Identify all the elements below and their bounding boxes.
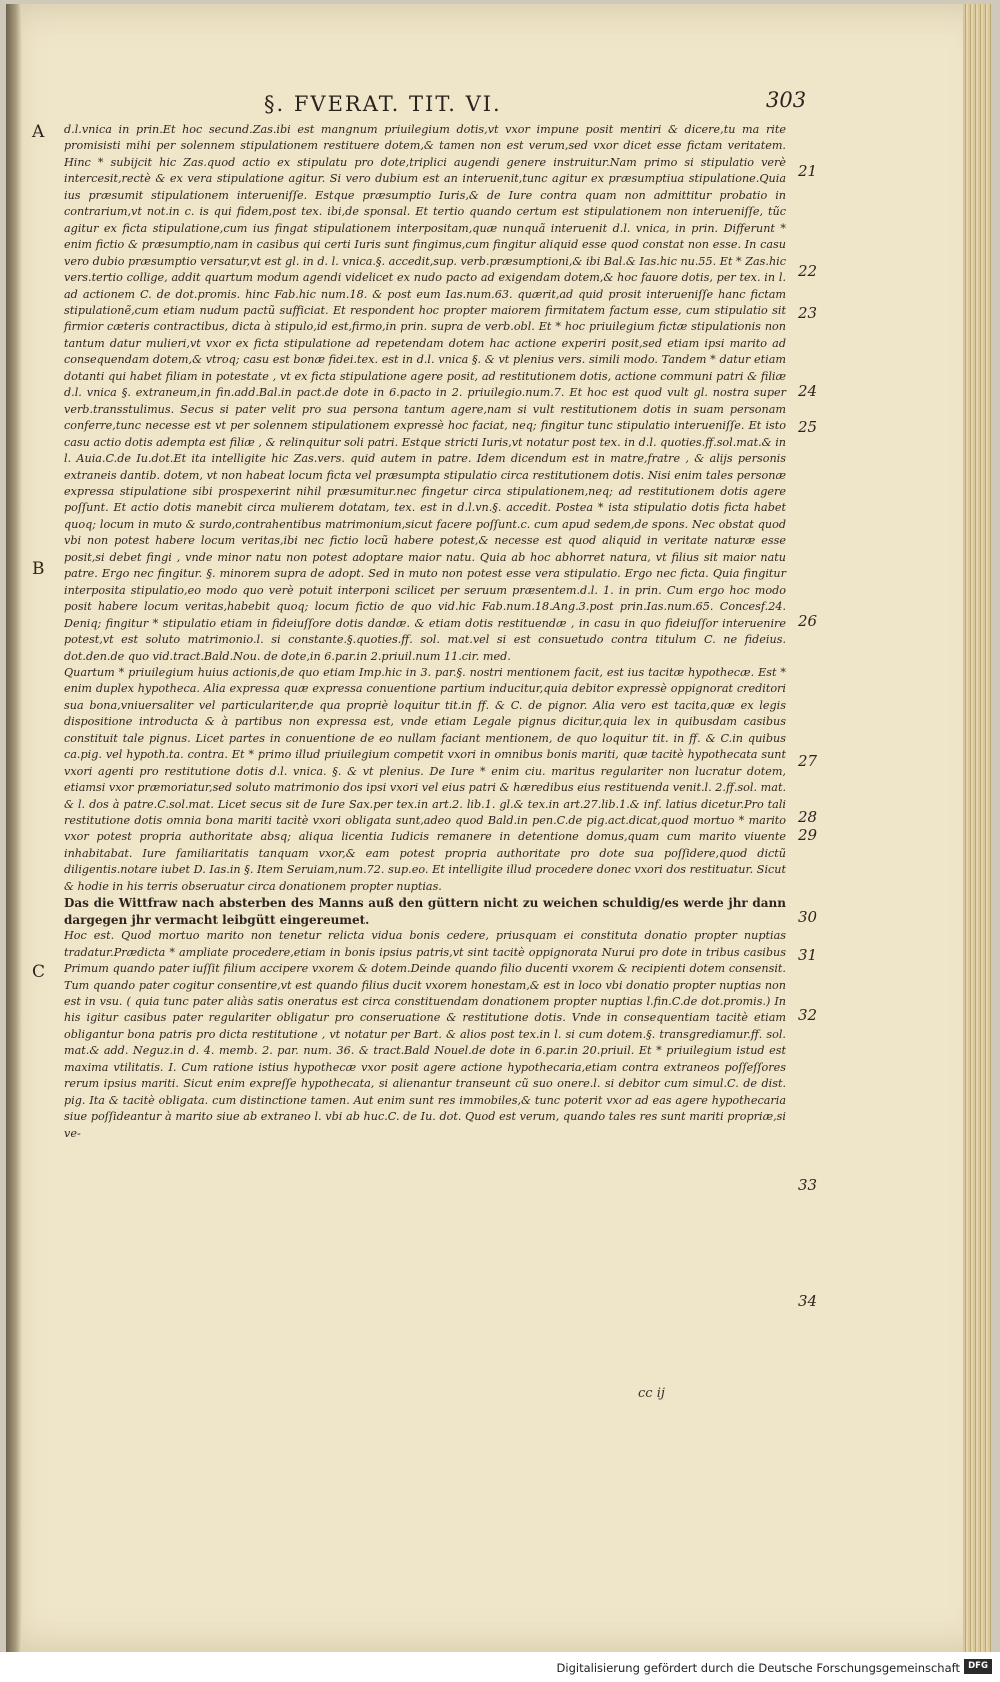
margin-number: 32: [798, 1006, 818, 1024]
margin-number: 31: [798, 946, 818, 964]
margin-number: 28: [798, 808, 818, 826]
margin-number: 22: [798, 262, 818, 280]
side-letter-b: B: [32, 559, 45, 579]
margin-number: 30: [798, 908, 818, 926]
margin-number: 27: [798, 752, 818, 770]
footer-bar: [0, 1652, 1000, 1682]
text-paragraph: d.l.vnica in prin.Et hoc secund.Zas.ibi est mangnum priuilegium dotis,vt vxor impune posit mentiri & dicere,tu ma rite promisisti mihi per solennem stipulationem restituere dotem,& tamen non est verum,sed vxor dicet esse fictam veritatem. Hinc * subijcit hic Zas.quod actio ex stipulatu pro dote,triplici augendi genere instruitur.Nam primo si stipulatio verè intercesit,rectè & ex vera stipulatione agitur. Si vero dubium est an interuenit,tunc agitur ex præsumptiua stipulatione.Quia ius præsumit stipulationem interueniſſe. Estque præsumptio Iuris,& de Iure contra quam non admittitur probatio in contrarium,vt not.in c. is qui fidem,post tex. ibi,de sponsal. Et tertio quando certum est stipulationem non interueniſſe, tũc agitur ex ficta stipulatione,cum ius fingat stipulationem interpositam,quæ nunquã interuenit d.l. vnica, in prin. Differunt * enim fictio & præsumptio,nam in casibus qui certi Iuris sunt fingimus,cum fingitur aliquid esse quod constat non esse. In casu vero dubio præsumptio versatur,vt est gl. in d. l. vnica.§. accedit,sup. verb.præsumptioni,& ibi Bal.& Ias.hic nu.55. Et * Zas.hic vers.tertio collige, addit quartum modum agendi videlicet ex nudo pacto ad exigendam dotem,& hoc fauore dotis, per tex. in l. ad actionem C. de dot.promis. hinc Fab.hic num.18. & post eum Ias.num.63. quærit,ad quid prosit interueniſſe hanc fictam stipulationẽ,cum etiam nudum pactũ sufficiat. Et respondent hoc propter maiorem firmitatem factum esse, cum stipulatio sit firmior cæteris contractibus, dicta à stipulo,id est,firmo,in prin. supra de verb.obl. Et * hoc priuilegium fictæ stipulationis non tantum datur mulieri,vt vxor ex ficta stipulatione ad repetendam dotem hac actione experiri posit,sed etiam ipsi marito ad consequendam dotem,& vtroq; casu est bonæ fidei.tex. est in d.l. vnica §. & vt plenius vers. simili modo. Tandem * datur etiam dotanti qui habet filiam in potestate , vt ex ficta stipulatione agere posit, ad restitutionem dotis, actione communi patri & filiæ d.l. vnica §. extraneum,in fin.add.Bal.in pact.de dote in 6.pacto in 2. priuilegio.num.7. Et hoc est quod vult gl. nostra super verb.transstulimus. Secus si pater velit pro sua persona tantum agere,nam si vult restitutionem dotis in suam personam conferre,tunc necesse est vt per solennem stipulationem expressè hoc faciat, neq; fingitur tunc stipulatio interueniſſe. Et isto casu actio dotis adempta est filiæ , & relinquitur soli patri. Estque stricti Iuris,vt notatur post tex. in d.l. quoties.ff.sol.mat.& in l. Auia.C.de Iu.dot.Et ita intelligite hic Zas.vers. quid autem in patre. Idem dicendum est in matre,fratre , & alijs personis extraneis dantib. dotem, vt non habeat locum ficta vel præsumpta stipulatio circa restitutionem dotis. Nisi enim tales personæ expressa stipulatione sibi prospexerint nihil præsumitur.nec fingetur circa stipulationem,neq; ad restitutionem dotis agere poſſunt. Et actio dotis manebit circa mulierem dotatam, tex. est in d.l.vn.§. accedit. Postea * ista stipulatio dotis ficta habet quoq; locum in muto & surdo,contrahentibus matrimonium,sicut facere poſſunt.c. cum apud sedem,de spons. Nec obstat quod vbi non potest habere locum veritas,ibi nec fictio locũ habere potest,& necesse est quod aliquid in veritate naturæ esse posit,si debet fingi , vnde minor natu non potest adoptare maior natu. Quia ab hoc abhorret natura, vt filius sit maior natu patre. Ergo nec fingitur. §. minorem supra de adopt. Sed in muto non potest esse vera stipulatio. Ergo nec ficta. Quia fingitur interposita stipulatio,eo modo quo verè potuit interponi scilicet per seruum præsentem.d.l. 1. in prin. Cum ergo hoc modo posit habere locum veritas,habebit quoq; locum fictio de quo vid.hic Fab.num.18.Ang.3.post prin.Ias.num.65. Concesf.24. Deniq; fingitur * stipulatio etiam in fideiuſſore dotis dandæ. & etiam dotis restituendæ , in casu in quo fideiuſſor interuenire potest,vt est soluto matrimonio.l. si constante.§.quoties.ff. sol. mat.vel si est consuetudo contra titulum C. ne fideius. dot.den.de quo vid.tract.Bald.Nou. de dote,in 6.par.in 2.priuil.num 11.cir. med.: [64, 123, 786, 663]
margin-number: 33: [798, 1176, 818, 1194]
margin-number: 24: [798, 382, 818, 400]
side-letter-a: A: [32, 122, 45, 142]
book-spine-shadow: [6, 4, 22, 1652]
running-title: §. FVERAT. TIT. VI.: [264, 92, 502, 116]
margin-number: 29: [798, 826, 818, 844]
margin-number: 34: [798, 1292, 818, 1310]
german-blackletter-line: Das die Wittfraw nach absterben des Manns auß den güttern nicht zu weichen schuldig/es werde jhr dann dargegen jhr vermacht leibgütt eingereumet.: [64, 896, 786, 927]
signature-mark: cc ij: [638, 1386, 665, 1401]
dfg-logo: DFG: [964, 1659, 992, 1674]
margin-number: 23: [798, 304, 818, 322]
margin-number: 25: [798, 418, 818, 436]
text-paragraph: Quartum * priuilegium huius actionis,de quo etiam Imp.hic in 3. par.§. nostri mentionem facit, est ius tacitæ hypothecæ. Est * enim duplex hypotheca. Alia expressa quæ expressa conuentione partium inducitur,quia debitor expressè oppignorat creditori sua bona,vniuersaliter vel particulariter,de qua propriè loquitur tit.in ff. & C. de pignor. Alia vero est tacita,quæ ex legis dispositione introducta & à partibus non expressa est, vnde etiam Legale pignus dicitur,quia lex in quibusdam casibus constituit tale pignus. Licet partes in conuentione de eo nullam faciant mentionem, de quo loquitur tit. in ff. & C.in quibus ca.pig. vel hypoth.ta. contra. Et * primo illud priuilegium competit vxori in omnibus bonis mariti, quæ tacitè hypothecata sunt vxori agenti pro restitutione dotis d.l. vnica. §. & vt plenius. De Iure * enim ciu. maritus regulariter non lucratur dotem, etiamsi vxor præmoriatur,sed soluto matrimonio dos ipsi vxori vel eius patri & hæredibus eius restituenda venit.l. 2.ff.sol. mat. & l. dos à patre.C.sol.mat. Licet secus sit de Iure Sax.per tex.in art.2. lib.1. gl.& tex.in art.27.lib.1.& inf. latius dicetur.Pro tali restitutione dotis omnia bona mariti tacitè vxori obligata sunt,adeo quod Bald.in pen.C.de pig.act.dicat,quod mortuo * marito vxor potest propria authoritate absq; aliqua licentia Iudicis remanere in detentione domus,quam cum marito viuente inhabitabat. Iure familiaritatis tanquam vxor,& eam potest propria authoritate pro dote sua poſſidere,quod dictũ diligentis.notare iubet D. Ias.in §. Item Seruiam,num.72. sup.eo. Et intelligite illud procedere donec vxori dos restituatur. Sicut & hodie in his terris obseruatur circa donationem propter nuptias.: [64, 665, 786, 893]
book-page: [6, 4, 991, 1652]
margin-number: 21: [798, 162, 818, 180]
folio-number: 303: [766, 88, 807, 112]
funding-credit: Digitalisierung gefördert durch die Deutsche Forschungsgemeinschaft: [556, 1661, 960, 1675]
page-edge: [963, 4, 991, 1652]
side-letter-c: C: [32, 962, 46, 982]
text-paragraph: Hoc est. Quod mortuo marito non tenetur relicta vidua bonis cedere, priusquam ei constituta donatio propter nuptias tradatur.Prædicta * ampliate procedere,etiam in bonis ipsius patris,vt sint tacitè oppignorata Nurui pro dote in tribus casibus Primum quando pater iuſſit filium accipere vxorem & dotem.Deinde quando filio ducenti vxorem & recipienti dotem consensit. Tum quando pater cogitur consentire,vt est quando filius ducit vxorem honestam,& est in loco vbi donatio propter nuptias non est in vsu. ( quia tunc pater aliàs satis oneratus est circa constituendam donationem propter nuptias l.fin.C.de dot.promis.) In his igitur casibus pater regulariter obligatur pro conseruatione & restitutione dotis. Vnde in consequentiam tacitè etiam obligantur bona patris pro dicta restitutione , vt notatur per Bart. & alios post tex.in l. si cum dotem.§. transgrediamur.ff. sol. mat.& add. Neguz.in d. 4. memb. 2. par. num. 36. & tract.Bald Nouel.de dote in 6.par.in 20.priuil. Et * priuilegium istud est maxima vtilitatis. I. Cum ratione istius hypothecæ vxor posit agere actione hypothecaria,etiam contra extraneos poſſeſſores rerum ipsius mariti. Sicut enim expreſſe hypothecata, si alienantur transeunt cũ suo onere.l. si debitor cum simul.C. de dist. pig. Ita & tacitè obligata. cum distinctione tamen. Aut enim sunt res immobiles,& tunc poterit vxor ad eas agere hypothecaria siue poſſideantur à marito siue ab extraneo l. vbi ab huc.C. de Iu. dot. Quod est verum, quando tales res sunt mariti propriæ,si ve-: [64, 929, 786, 1140]
main-text-column: [64, 122, 786, 1142]
margin-number: 26: [798, 612, 818, 630]
